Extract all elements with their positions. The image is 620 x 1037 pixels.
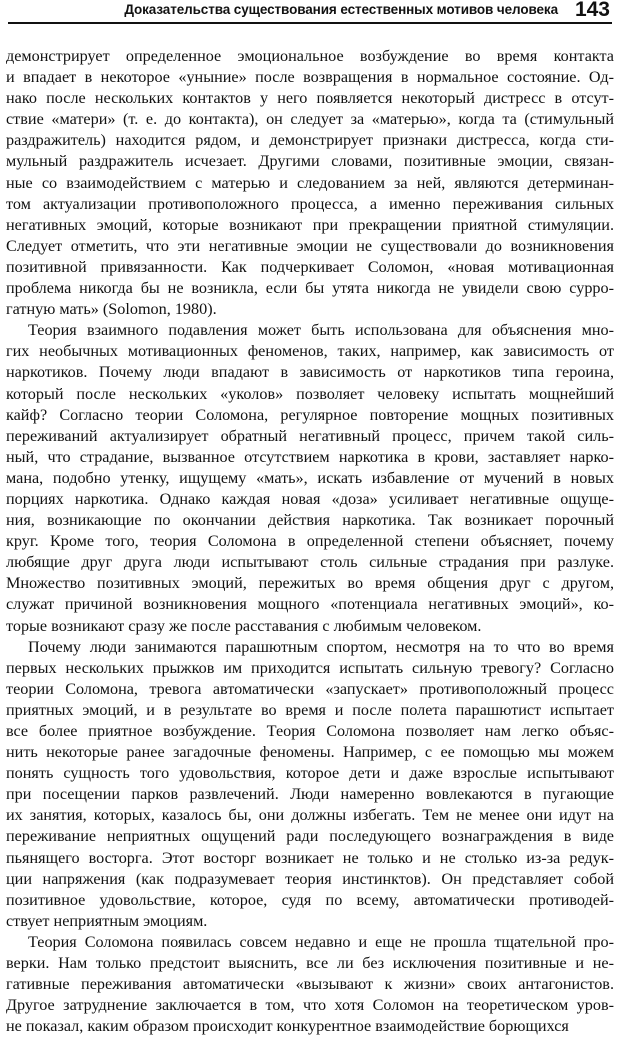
text-line: ствие «матери» (т. е. до контакта), он следует за «матерью», когда та (стимульный [6, 110, 614, 129]
text-line: понять сущность того удовольствия, которое дети и даже взрослые испытывают [6, 764, 614, 783]
text-line: Следует отметить, что эти негативные эмоции не существовали до возникновения [6, 236, 614, 255]
text-line: позитивное удовольствие, которое, судя по всему, автоматически противодей- [6, 890, 614, 909]
text-line: нако после нескольких контактов у него появляется некоторый дистресс в отсут- [6, 89, 614, 108]
text-line: позитивной привязанности. Как подчеркивает Соломон, «новая мотивационная [6, 257, 614, 276]
text-line: который после нескольких «уколов» позволяет человеку испытать мощнейший [6, 384, 614, 403]
text-line: теории Соломона, тревога автоматически «запускает» противоположный процесс [6, 679, 614, 698]
text-line: кайф? Согласно теории Соломона, регулярное повторение мощных позитивных [6, 405, 614, 424]
running-header-title: Доказательства существования естественных мотивов человека [124, 2, 558, 17]
text-line: не показал, каким образом происходит конкурентное взаимодействие борющихся [6, 1017, 569, 1036]
text-line: Почему люди занимаются парашютным спортом, несмотря на то что во время [28, 637, 614, 656]
text-line: и впадает в некоторое «уныние» после возвращения в нормальное состояние. Од- [6, 68, 614, 87]
text-line: том актуализации противоположного процесса, а именно переживания сильных [6, 194, 614, 213]
text-line: ния, возникающие по окончании действия наркотика. Так возникает порочный [6, 511, 614, 530]
text-line: торые возникают сразу же после расставания с любимым человеком. [6, 616, 482, 635]
body-text [6, 46, 614, 1037]
text-line: негативных эмоций, которые возникают при прекращении приятной стимуляции. [6, 215, 614, 234]
text-line: мульный раздражитель исчезает. Другими словами, позитивные эмоции, связан- [6, 152, 614, 171]
paragraph [6, 932, 614, 1037]
text-line: Теория взаимного подавления может быть использована для объяснения мно- [28, 321, 614, 340]
text-line: гативные переживания автоматически «вызывают к жизни» своих антагонистов. [6, 975, 614, 994]
page-number: 143 [574, 0, 610, 21]
running-header [8, 0, 612, 24]
text-line: круг. Кроме того, теория Соломона в определенной степени объясняет, почему [6, 532, 614, 551]
text-line: первых нескольких прыжков им приходится испытать сильную тревогу? Согласно [6, 658, 614, 677]
text-line: Теория Соломона появилась совсем недавно и еще не прошла тщательной про- [28, 932, 614, 951]
text-line: приятных эмоций, и в результате во время и после полета парашютист испытает [6, 700, 614, 719]
text-line: служат причиной возникновения мощного «потенциала негативных эмоций», ко- [6, 595, 614, 614]
text-line: Множество позитивных эмоций, пережитых во время общения друг с другом, [6, 574, 614, 593]
text-line: при посещении парков развлечений. Люди намеренно вовлекаются в пугающие [6, 785, 614, 804]
text-line: гатную мать» (Solomon, 1980). [6, 300, 217, 319]
text-line: раздражитель) находится рядом, и демонстрирует признаки дистресса, когда сти- [6, 131, 614, 150]
text-line: мана, подобно утенку, ищущему «мать», искать избавление от мучений в новых [6, 468, 614, 487]
text-line: ные со взаимодействием с матерью и следованием за ней, являются детерминан- [6, 173, 614, 192]
text-line: ствует неприятным эмоциям. [6, 911, 208, 930]
paragraph [6, 320, 614, 636]
text-line: проблема никогда бы не возникла, если бы утята никогда не увидели свою сурро- [6, 279, 614, 298]
text-line: ный, что страдание, вызванное отсутствием наркотика в крови, заставляет нарко- [6, 447, 614, 466]
text-line: нить некоторые ранее загадочные феномены. Например, с ее помощью мы можем [6, 743, 614, 762]
text-line: переживаний актуализирует обратный негативный процесс, причем такой силь- [6, 426, 614, 445]
text-line: гих необычных мотивационных феноменов, таких, например, как зависимость от [6, 342, 614, 361]
text-line: Другое затруднение заключается в том, что хотя Соломон на теоретическом уров- [6, 996, 614, 1015]
text-line: порциях наркотика. Однако каждая новая «доза» усиливает негативные ощуще- [6, 489, 614, 508]
text-line: пьянящего восторга. Этот восторг возникает не только и не столько из-за редук- [6, 848, 614, 867]
text-line: их занятия, которых, казалось бы, они должны избегать. Тем не менее они идут на [6, 806, 614, 825]
text-line: верки. Нам только предстоит выяснить, все ли без исключения позитивные и не- [6, 954, 614, 973]
text-line: все более приятное возбуждение. Теория Соломона позволяет нам легко объяс- [6, 722, 614, 740]
paragraph [6, 637, 614, 932]
text-line: ции напряжения (как подразумевает теория инстинктов). Он представляет собой [6, 869, 614, 888]
text-line: любящие друг друга люди испытывают столь сильные страдания при разлуке. [6, 553, 614, 572]
text-line: наркотиков. Почему люди впадают в зависимость от наркотиков типа героина, [6, 363, 614, 382]
paragraph [6, 46, 614, 320]
text-line: демонстрирует определенное эмоциональное возбуждение во время контакта [6, 47, 614, 65]
text-line: переживание неприятных ощущений ради последующего вознаграждения в виде [6, 827, 614, 846]
